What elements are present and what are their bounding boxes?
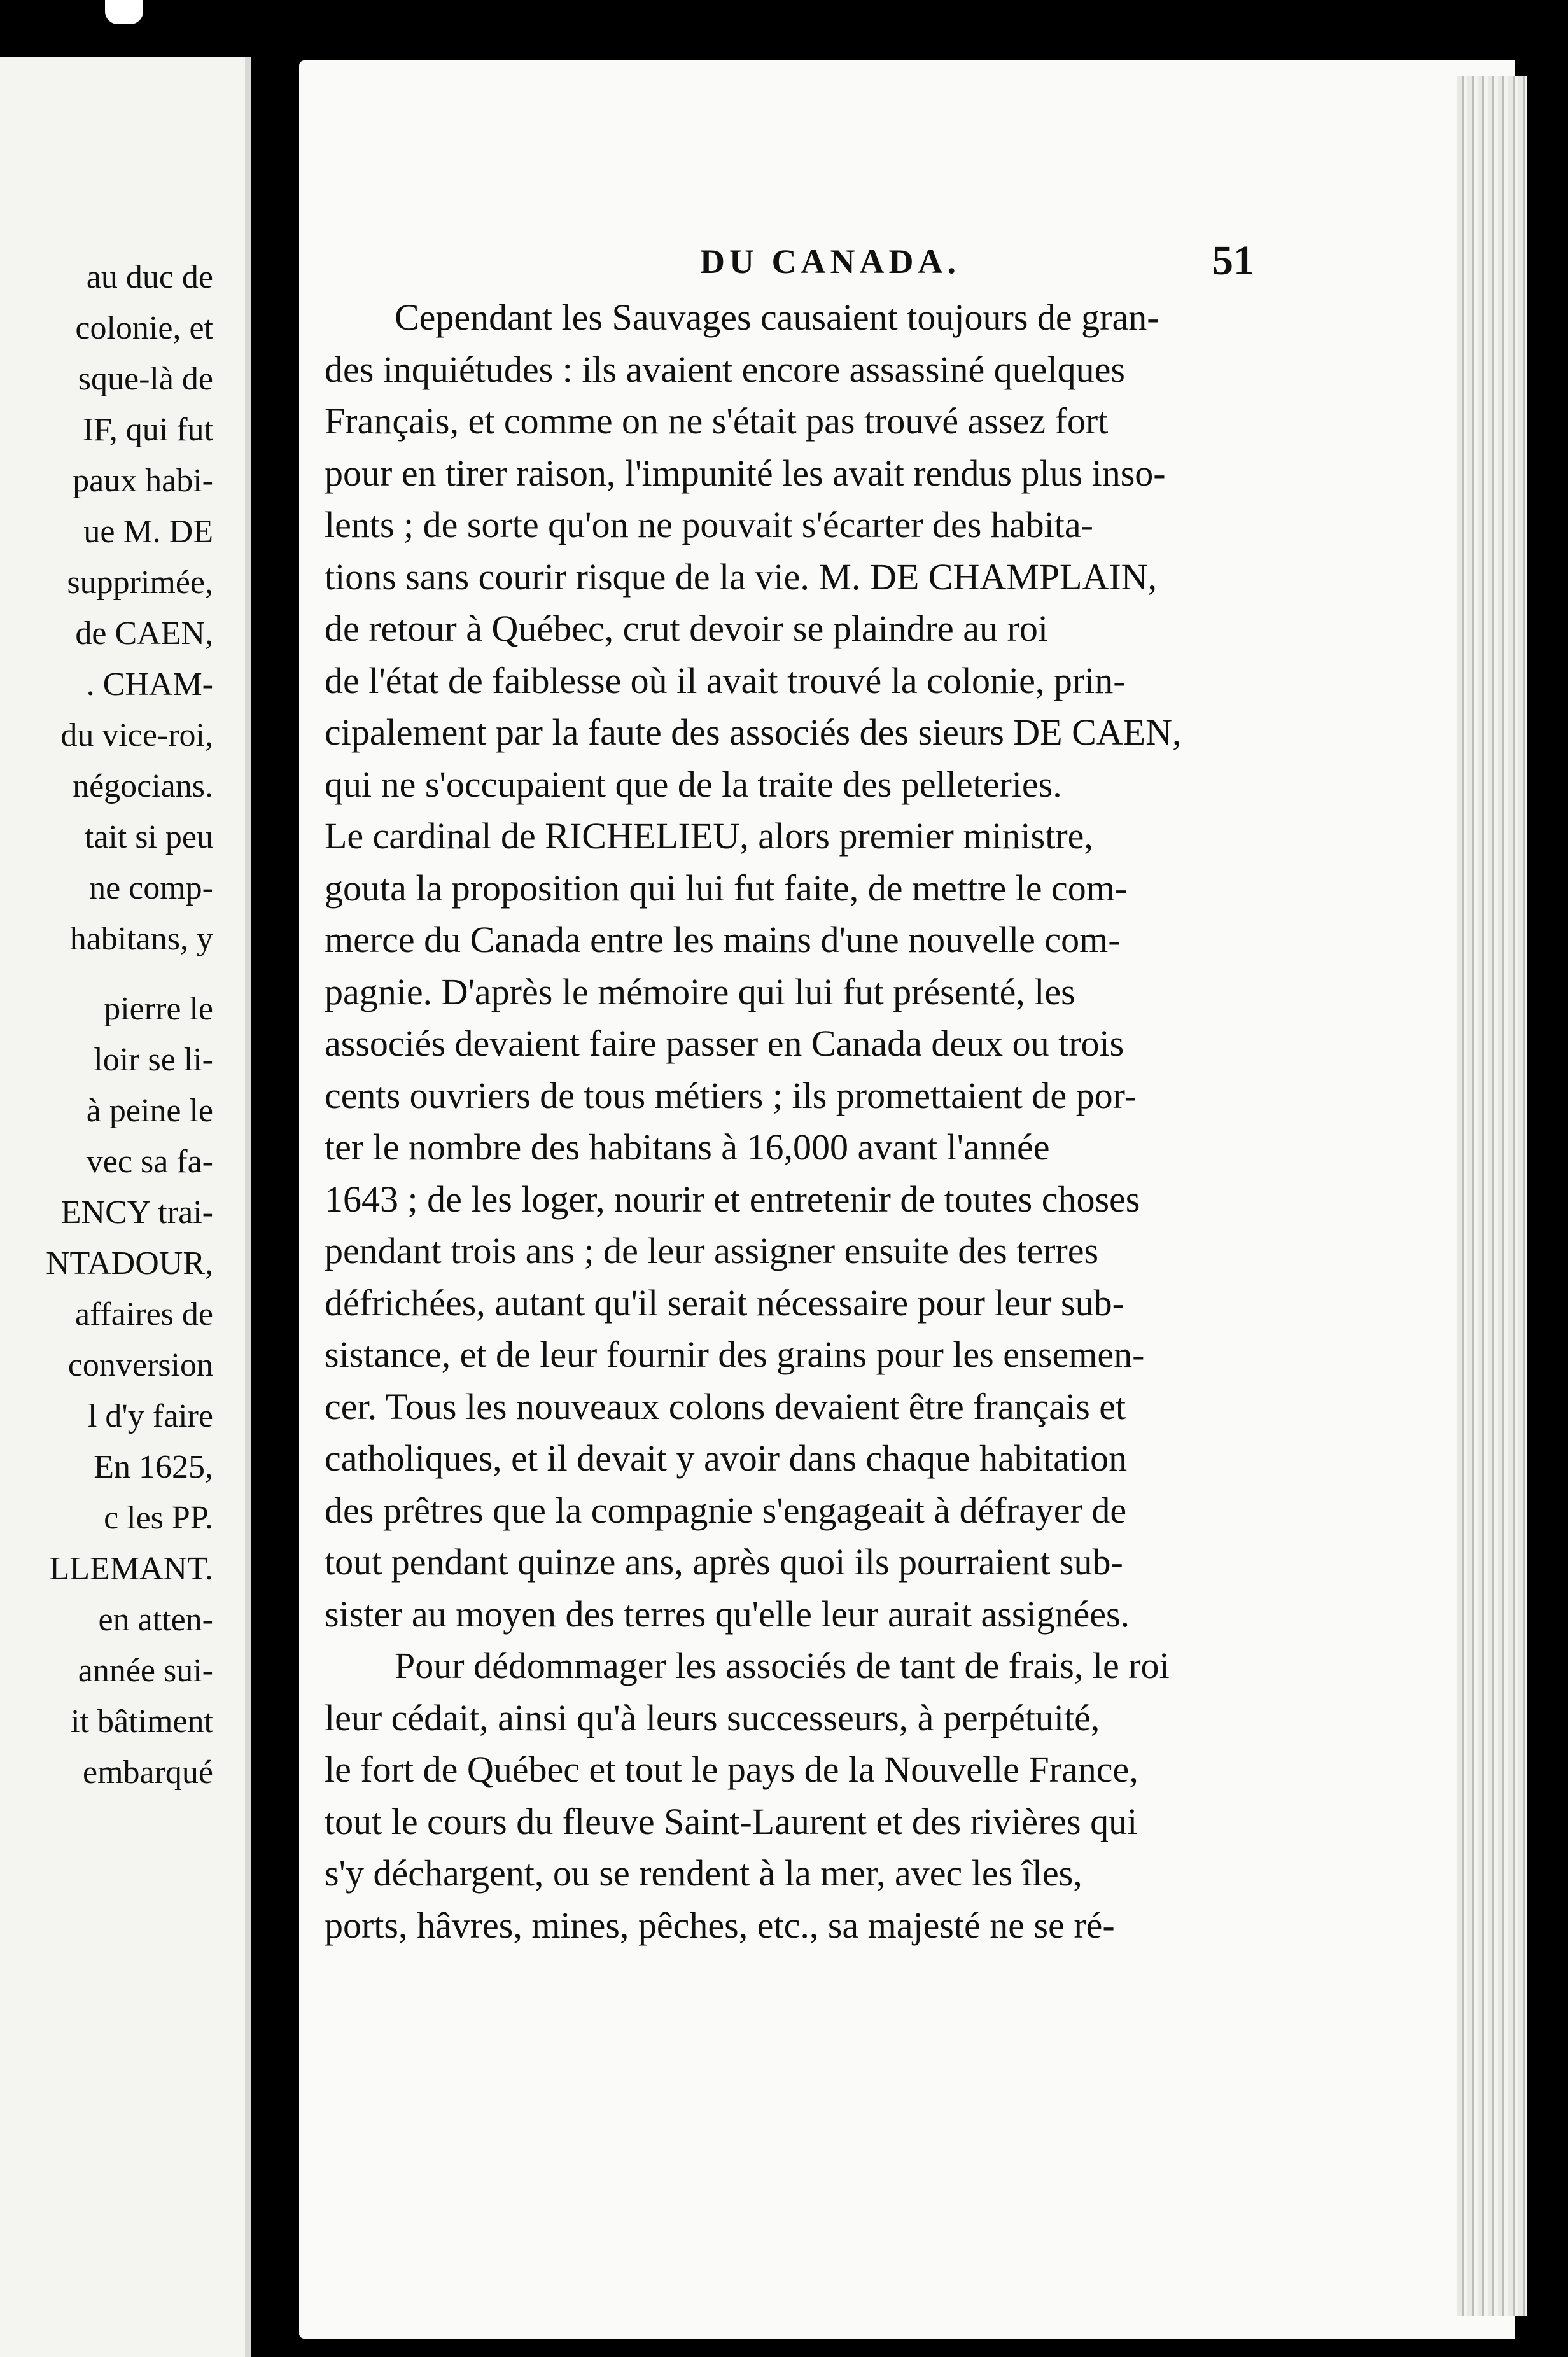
body-line: lents ; de sorte qu'on ne pouvait s'écarter des habita- [325, 504, 1093, 545]
body-line: Le cardinal de RICHELIEU, alors premier ministre, [325, 815, 1093, 857]
body-line: de retour à Québec, crut devoir se plaindre au roi [325, 608, 1048, 649]
body-line: leur cédait, ainsi qu'à leurs successeurs, à perpétuité, [325, 1697, 1100, 1738]
body-line: le fort de Québec et tout le pays de la Nouvelle France, [325, 1749, 1138, 1790]
left-page-line: affaires de [74, 1296, 213, 1332]
left-page [0, 57, 251, 2357]
body-line: ter le nombre des habitans à 16,000 avant l'année [325, 1126, 1050, 1168]
left-page-line: ENCY trai- [60, 1194, 213, 1231]
body-line: qui ne s'occupaient que de la traite des pelleteries. [325, 764, 1062, 805]
body-line: catholiques, et il devait y avoir dans chaque habitation [325, 1437, 1128, 1479]
body-line: pour en tirer raison, l'impunité les avait rendus plus inso- [325, 452, 1166, 494]
body-line: tions sans courir risque de la vie. M. DE CHAMPLAIN, [325, 556, 1158, 598]
left-page-line: . CHAM- [86, 666, 213, 703]
body-line: des inquiétudes : ils avaient encore assassiné quelques [325, 349, 1125, 390]
body-line: des prêtres que la compagnie s'engageait à défrayer de [325, 1490, 1127, 1531]
body-line: sistance, et de leur fournir des grains pour les ensemen- [325, 1334, 1145, 1375]
body-line: tout pendant quinze ans, après quoi ils pourraient sub- [325, 1541, 1123, 1583]
left-page-line: En 1625, [94, 1449, 213, 1485]
left-page-line: supprimée, [67, 564, 213, 601]
body-line: sister au moyen des terres qu'elle leur aurait assignées. [325, 1593, 1130, 1635]
left-page-line: loir se li- [94, 1042, 213, 1078]
left-page-line: ne comp- [89, 870, 213, 906]
left-page-line: colonie, et [75, 310, 213, 346]
body-line: Pour dédommager les associés de tant de frais, le roi [395, 1645, 1170, 1686]
left-page-line: l d'y faire [87, 1398, 213, 1434]
body-line: pendant trois ans ; de leur assigner ensuite des terres [325, 1230, 1099, 1271]
left-page-line: au duc de [86, 259, 213, 295]
left-page-line: pierre le [104, 991, 213, 1027]
body-line: Français, et comme on ne s'était pas trouvé assez fort [325, 400, 1109, 442]
left-page-line: LLEMANT. [49, 1551, 213, 1587]
body-line: pagnie. D'après le mémoire qui lui fut présenté, les [325, 971, 1075, 1012]
left-page-line: vec sa fa- [86, 1144, 213, 1180]
left-page-line: ue M. DE [83, 514, 213, 550]
body-line: ports, hâvres, mines, pêches, etc., sa majesté ne se ré- [325, 1905, 1115, 1946]
left-page-line: it bâtiment [71, 1703, 213, 1740]
left-page-line: IF, qui fut [82, 412, 213, 448]
body-line: Cependant les Sauvages causaient toujours de gran- [395, 297, 1159, 338]
left-page-line: année sui- [78, 1653, 213, 1689]
body-line: cer. Tous les nouveaux colons devaient être français et [325, 1386, 1126, 1427]
page-edges [1457, 76, 1527, 2316]
left-page-line: c les PP. [104, 1500, 213, 1536]
left-page-line: habitans, y [69, 921, 213, 957]
left-page-line: embarqué [82, 1754, 213, 1791]
left-page-line: à peine le [86, 1093, 213, 1129]
left-page-line: en atten- [98, 1602, 213, 1638]
body-line: associés devaient faire passer en Canada deux ou trois [325, 1023, 1124, 1064]
left-page-line: NTADOUR, [45, 1245, 213, 1282]
left-page-line: paux habi- [73, 463, 213, 499]
running-head: DU CANADA. [700, 242, 960, 281]
body-line: cipalement par la faute des associés des sieurs DE CAEN, [325, 711, 1182, 753]
left-page-line: tait si peu [84, 819, 213, 855]
body-line: 1643 ; de les loger, nourir et entretenir de toutes choses [325, 1178, 1140, 1220]
left-page-line: de CAEN, [75, 615, 213, 652]
left-page-line: du vice-roi, [60, 717, 213, 753]
left-page-line: sque-là de [78, 361, 213, 397]
left-page-line: négocians. [73, 768, 213, 804]
body-line: cents ouvriers de tous métiers ; ils promettaient de por- [325, 1075, 1137, 1116]
body-line: tout le cours du fleuve Saint-Laurent et des rivières qui [325, 1801, 1138, 1842]
page-corner-mark [105, 0, 143, 24]
page-number: 51 [1212, 237, 1254, 284]
body-line: s'y déchargent, ou se rendent à la mer, avec les îles, [325, 1852, 1082, 1894]
body-line: défrichées, autant qu'il serait nécessaire pour leur sub- [325, 1282, 1124, 1324]
body-line: gouta la proposition qui lui fut faite, de mettre le com- [325, 867, 1128, 909]
body-line: merce du Canada entre les mains d'une nouvelle com- [325, 919, 1121, 960]
body-line: de l'état de faiblesse où il avait trouvé la colonie, prin- [325, 660, 1126, 701]
left-page-line: conversion [67, 1347, 213, 1383]
book-gutter [251, 0, 305, 2357]
